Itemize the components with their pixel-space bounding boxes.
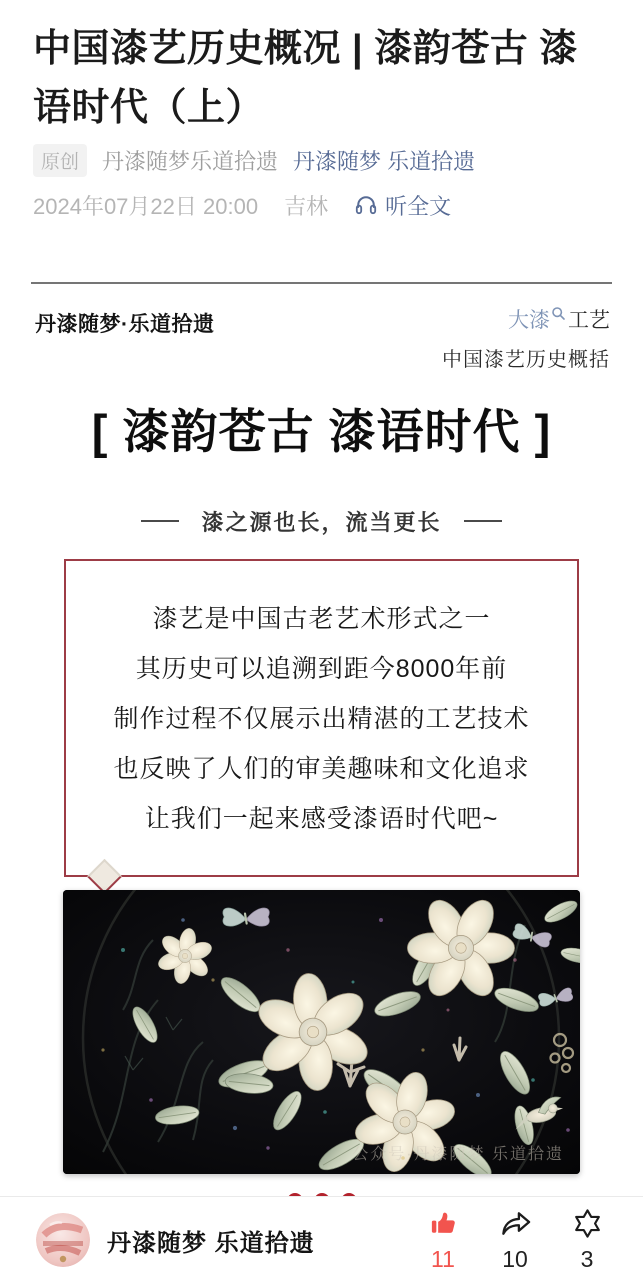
date-row [33, 190, 610, 220]
topic-subtitle: 中国漆艺历史概括 [442, 349, 610, 371]
lacquer-artwork-image[interactable] [63, 890, 580, 1174]
intro-quote-box [64, 559, 579, 877]
wow-star-icon [572, 1208, 603, 1244]
author-name: 丹漆随梦乐道拾遗 [102, 148, 279, 174]
original-tag[interactable]: 原创 [33, 144, 87, 177]
byline-row [33, 144, 610, 176]
tagline-dash-right [464, 520, 502, 523]
intro-line: 漆艺是中国古老艺术形式之一 [152, 605, 491, 633]
image-watermark: 公众号·丹漆随梦 乐道拾遗 [352, 1146, 564, 1163]
action-buttons [415, 1208, 615, 1273]
footer-account-name[interactable]: 丹漆随梦 乐道拾遗 [107, 1229, 315, 1257]
listen-article-button[interactable] [354, 190, 451, 221]
share-button[interactable] [487, 1208, 543, 1273]
intro-line: 其历史可以追溯到距今8000年前 [135, 655, 508, 683]
headphones-icon [354, 193, 378, 217]
intro-line: 让我们一起来感受漆语时代吧~ [144, 805, 499, 833]
brand-title: 丹漆随梦·乐道拾遗 [35, 313, 215, 336]
listen-label: 听全文 [385, 193, 452, 219]
tagline-dash-left [141, 520, 179, 523]
content-divider [31, 282, 612, 284]
search-icon [550, 304, 568, 328]
tagline-text: 漆之源也长，流当更长 [201, 509, 442, 535]
publish-date: 2024年07月22日 20:00 [33, 193, 259, 219]
account-link[interactable]: 丹漆随梦 乐道拾遗 [293, 148, 476, 174]
intro-line: 也反映了人们的审美趣味和文化追求 [113, 755, 530, 783]
article-title: 中国漆艺历史概况 | 漆韵苍古 漆语时代（上） [33, 28, 578, 129]
card-header [35, 304, 610, 372]
share-count: 10 [502, 1245, 528, 1272]
intro-line: 制作过程不仅展示出精湛的工艺技术 [113, 705, 530, 733]
share-arrow-icon [500, 1208, 531, 1244]
article-header [0, 0, 643, 220]
tagline-row [0, 506, 643, 536]
diamond-ornament [87, 859, 122, 894]
publish-location: 吉林 [284, 193, 329, 219]
section-headline: [ 漆韵苍古 漆语时代 ] [91, 405, 552, 458]
topic-rest: 工艺 [568, 309, 610, 332]
artwork-illustration [63, 890, 580, 1174]
like-count: 11 [431, 1245, 455, 1272]
wow-count: 3 [580, 1245, 594, 1272]
account-avatar[interactable] [36, 1213, 90, 1267]
wow-button[interactable] [559, 1208, 615, 1273]
topic-block [442, 304, 610, 372]
topic-line [442, 304, 610, 334]
topic-link[interactable]: 大漆 [508, 309, 550, 332]
like-button[interactable] [415, 1208, 471, 1273]
bottom-action-bar [0, 1196, 643, 1283]
thumbs-up-icon [428, 1208, 459, 1244]
